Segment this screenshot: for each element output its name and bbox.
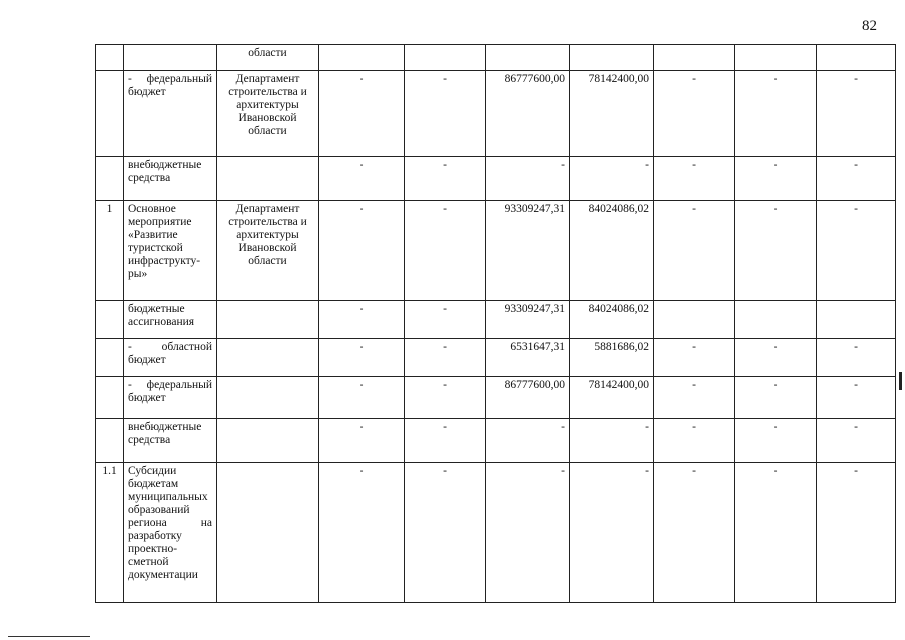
table-row (96, 301, 896, 339)
executor-cell (217, 377, 319, 419)
row-number-cell (96, 419, 124, 463)
executor-cell (217, 157, 319, 201)
value-cell-4: 78142400,00 (570, 377, 654, 419)
budget-table (95, 44, 896, 603)
value-cell-4: 84024086,02 (570, 301, 654, 339)
item-name-cell: Субсидии бюджетам муниципальных образований региона на разработку проектно-сметной документации (124, 463, 217, 603)
value-cell-6: - (735, 377, 817, 419)
value-cell-1: - (319, 301, 405, 339)
value-cell-5: - (654, 71, 735, 157)
value-cell-1: - (319, 201, 405, 301)
value-cell-6 (735, 45, 817, 71)
footnote-rule (8, 636, 90, 637)
value-cell-4 (570, 45, 654, 71)
scan-edge-mark (899, 372, 902, 390)
executor-cell (217, 463, 319, 603)
value-cell-4: - (570, 463, 654, 603)
row-number-cell (96, 377, 124, 419)
table-row (96, 45, 896, 71)
value-cell-3: 93309247,31 (486, 301, 570, 339)
value-cell-3: - (486, 419, 570, 463)
value-cell-4: 84024086,02 (570, 201, 654, 301)
row-number-cell (96, 71, 124, 157)
value-cell-1: - (319, 157, 405, 201)
value-cell-6: - (735, 201, 817, 301)
executor-cell (217, 301, 319, 339)
executor-cell: области (217, 45, 319, 71)
item-name-cell: - федеральный бюджет (124, 71, 217, 157)
item-name-cell: внебюджетные средства (124, 419, 217, 463)
row-number-cell (96, 157, 124, 201)
row-number-cell: 1.1 (96, 463, 124, 603)
value-cell-3: 6531647,31 (486, 339, 570, 377)
value-cell-4: - (570, 419, 654, 463)
value-cell-2: - (405, 301, 486, 339)
table-row (96, 377, 896, 419)
value-cell-2: - (405, 377, 486, 419)
table-row (96, 71, 896, 157)
value-cell-1: - (319, 71, 405, 157)
table-row (96, 157, 896, 201)
value-cell-1 (319, 45, 405, 71)
value-cell-5 (654, 301, 735, 339)
value-cell-3: 86777600,00 (486, 377, 570, 419)
row-number-cell (96, 301, 124, 339)
value-cell-7: - (817, 463, 896, 603)
value-cell-6: - (735, 157, 817, 201)
value-cell-3: 86777600,00 (486, 71, 570, 157)
value-cell-6: - (735, 71, 817, 157)
value-cell-6: - (735, 463, 817, 603)
executor-cell (217, 419, 319, 463)
value-cell-2: - (405, 463, 486, 603)
executor-cell (217, 339, 319, 377)
item-name-cell: Основное мероприятие «Развитие туристской инфраструкту-ры» (124, 201, 217, 301)
value-cell-7: - (817, 377, 896, 419)
executor-cell: Департамент строительства и архитектуры Ивановской области (217, 71, 319, 157)
row-number-cell (96, 45, 124, 71)
value-cell-3: - (486, 157, 570, 201)
value-cell-7: - (817, 419, 896, 463)
item-name-cell: - областной бюджет (124, 339, 217, 377)
value-cell-6 (735, 301, 817, 339)
row-number-cell: 1 (96, 201, 124, 301)
item-name-cell (124, 45, 217, 71)
value-cell-5: - (654, 201, 735, 301)
value-cell-2: - (405, 339, 486, 377)
executor-cell: Департамент строительства и архитектуры Ивановской области (217, 201, 319, 301)
value-cell-2 (405, 45, 486, 71)
value-cell-5: - (654, 463, 735, 603)
value-cell-5: - (654, 157, 735, 201)
table-row (96, 463, 896, 603)
value-cell-3: 93309247,31 (486, 201, 570, 301)
value-cell-1: - (319, 377, 405, 419)
value-cell-5: - (654, 339, 735, 377)
value-cell-7: - (817, 339, 896, 377)
value-cell-3: - (486, 463, 570, 603)
value-cell-5: - (654, 377, 735, 419)
value-cell-1: - (319, 419, 405, 463)
table-row (96, 339, 896, 377)
value-cell-1: - (319, 463, 405, 603)
value-cell-2: - (405, 71, 486, 157)
value-cell-2: - (405, 419, 486, 463)
value-cell-6: - (735, 419, 817, 463)
value-cell-7: - (817, 201, 896, 301)
table-row (96, 419, 896, 463)
value-cell-5 (654, 45, 735, 71)
value-cell-2: - (405, 201, 486, 301)
value-cell-3 (486, 45, 570, 71)
value-cell-4: 5881686,02 (570, 339, 654, 377)
value-cell-6: - (735, 339, 817, 377)
value-cell-4: - (570, 157, 654, 201)
table-row (96, 201, 896, 301)
value-cell-4: 78142400,00 (570, 71, 654, 157)
value-cell-7: - (817, 157, 896, 201)
item-name-cell: - федеральный бюджет (124, 377, 217, 419)
page-number: 82 (862, 18, 877, 34)
item-name-cell: внебюджетные средства (124, 157, 217, 201)
value-cell-7: - (817, 71, 896, 157)
item-name-cell: бюджетные ассигнования (124, 301, 217, 339)
value-cell-1: - (319, 339, 405, 377)
value-cell-7 (817, 45, 896, 71)
row-number-cell (96, 339, 124, 377)
value-cell-5: - (654, 419, 735, 463)
value-cell-2: - (405, 157, 486, 201)
value-cell-7 (817, 301, 896, 339)
